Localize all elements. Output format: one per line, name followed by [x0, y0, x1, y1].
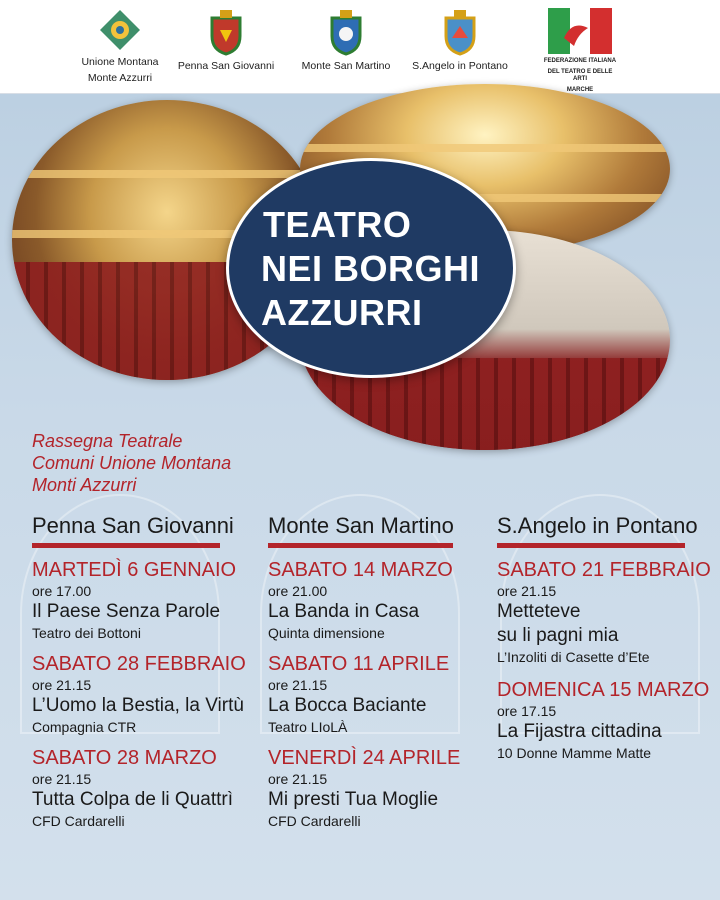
event-entry	[32, 746, 252, 830]
event-date: SABATO 28 FEBBRAIO	[32, 653, 246, 675]
logo-caption: Monte San Martino	[301, 60, 391, 72]
event-play-title: La Banda in Casa	[268, 601, 420, 622]
subtitle-line: Monti Azzurri	[32, 475, 137, 495]
town-divider	[32, 543, 220, 548]
event-play-title: Tutta Colpa de li Quattrì	[32, 789, 234, 810]
subtitle-line: Rassegna Teatrale	[32, 431, 183, 451]
event-company: 10 Donne Mamme Matte	[497, 745, 652, 761]
event-play-title: Metteteve	[497, 601, 581, 622]
fita-flag-logo-icon	[548, 8, 612, 54]
logo-caption: S.Angelo in Pontano	[412, 60, 508, 72]
event-play-title: La Bocca Baciante	[268, 695, 427, 716]
event-entry	[32, 558, 252, 642]
event-entry	[268, 558, 468, 642]
title-badge	[226, 158, 516, 378]
title-line: NEI BORGHI	[261, 248, 481, 289]
event-time: ore 21.15	[32, 677, 92, 693]
schedule-column-sangelo	[497, 512, 711, 772]
event-entry	[497, 558, 711, 666]
event-time: ore 21.15	[268, 771, 328, 787]
town-heading: S.Angelo in Pontano	[497, 513, 698, 538]
event-time: ore 21.15	[268, 677, 328, 693]
schedule-column-penna	[32, 512, 252, 840]
event-date: DOMENICA 15 MARZO	[497, 679, 710, 701]
logo-caption: Penna San Giovanni	[177, 60, 275, 72]
logo-caption: Monte Azzurri	[87, 72, 153, 84]
coat-of-arms-icon	[326, 8, 366, 56]
event-entry	[268, 652, 468, 736]
event-date: VENERDÌ 24 APRILE	[268, 747, 461, 769]
event-time: ore 17.15	[497, 703, 557, 719]
logo-caption: MARCHE	[566, 87, 594, 93]
logo-header	[0, 0, 720, 94]
subtitle	[32, 430, 231, 496]
event-company: Teatro LIoLÀ	[268, 719, 348, 735]
logo-caption: DEL TEATRO E DELLE ARTI	[547, 69, 613, 82]
logo-monte-san-martino	[296, 8, 396, 72]
event-time: ore 21.00	[268, 583, 328, 599]
logo-penna-san-giovanni	[176, 8, 276, 72]
event-entry	[497, 678, 710, 762]
coat-of-arms-icon	[440, 8, 480, 56]
event-play-title: Mi presti Tua Moglie	[268, 789, 439, 810]
event-company: L’Inzoliti di Casette d’Ete	[497, 649, 650, 665]
event-play-title: Il Paese Senza Parole	[32, 601, 221, 622]
event-date: SABATO 28 MARZO	[32, 747, 217, 769]
event-company: CFD Cardarelli	[32, 813, 125, 829]
town-divider	[497, 543, 685, 548]
title-line: TEATRO	[263, 204, 412, 245]
event-time: ore 17.00	[32, 583, 92, 599]
event-company: Teatro dei Bottoni	[32, 625, 141, 641]
logo-sangelo-in-pontano	[410, 8, 510, 72]
event-company: Compagnia CTR	[32, 719, 137, 735]
event-time: ore 21.15	[32, 771, 92, 787]
title-line: AZZURRI	[261, 292, 423, 333]
event-play-title: L’Uomo la Bestia, la Virtù	[32, 695, 244, 716]
event-play-title: su li pagni mia	[497, 625, 619, 646]
logo-fita	[540, 8, 620, 94]
event-date: SABATO 14 MARZO	[268, 559, 453, 581]
event-date: SABATO 11 APRILE	[268, 653, 450, 675]
coat-of-arms-icon	[206, 8, 246, 56]
event-company: CFD Cardarelli	[268, 813, 361, 829]
event-company: Quinta dimensione	[268, 625, 385, 641]
schedule-column-monte-san-martino	[268, 512, 468, 840]
unione-montana-emblem-icon	[98, 8, 142, 52]
subtitle-line: Comuni Unione Montana	[32, 453, 232, 473]
event-date: SABATO 21 FEBBRAIO	[497, 559, 711, 581]
event-time: ore 21.15	[497, 583, 557, 599]
logo-unione-montana	[70, 8, 170, 84]
town-heading: Penna San Giovanni	[32, 513, 234, 538]
event-entry	[268, 746, 468, 830]
town-divider	[268, 543, 453, 548]
event-date: MARTEDÌ 6 GENNAIO	[32, 559, 237, 581]
event-entry	[32, 652, 252, 736]
town-heading: Monte San Martino	[268, 513, 454, 538]
logo-caption: Unione Montana	[81, 56, 159, 68]
logo-caption: FEDERAZIONE ITALIANA	[543, 58, 617, 64]
event-play-title: La Fijastra cittadina	[497, 721, 662, 742]
